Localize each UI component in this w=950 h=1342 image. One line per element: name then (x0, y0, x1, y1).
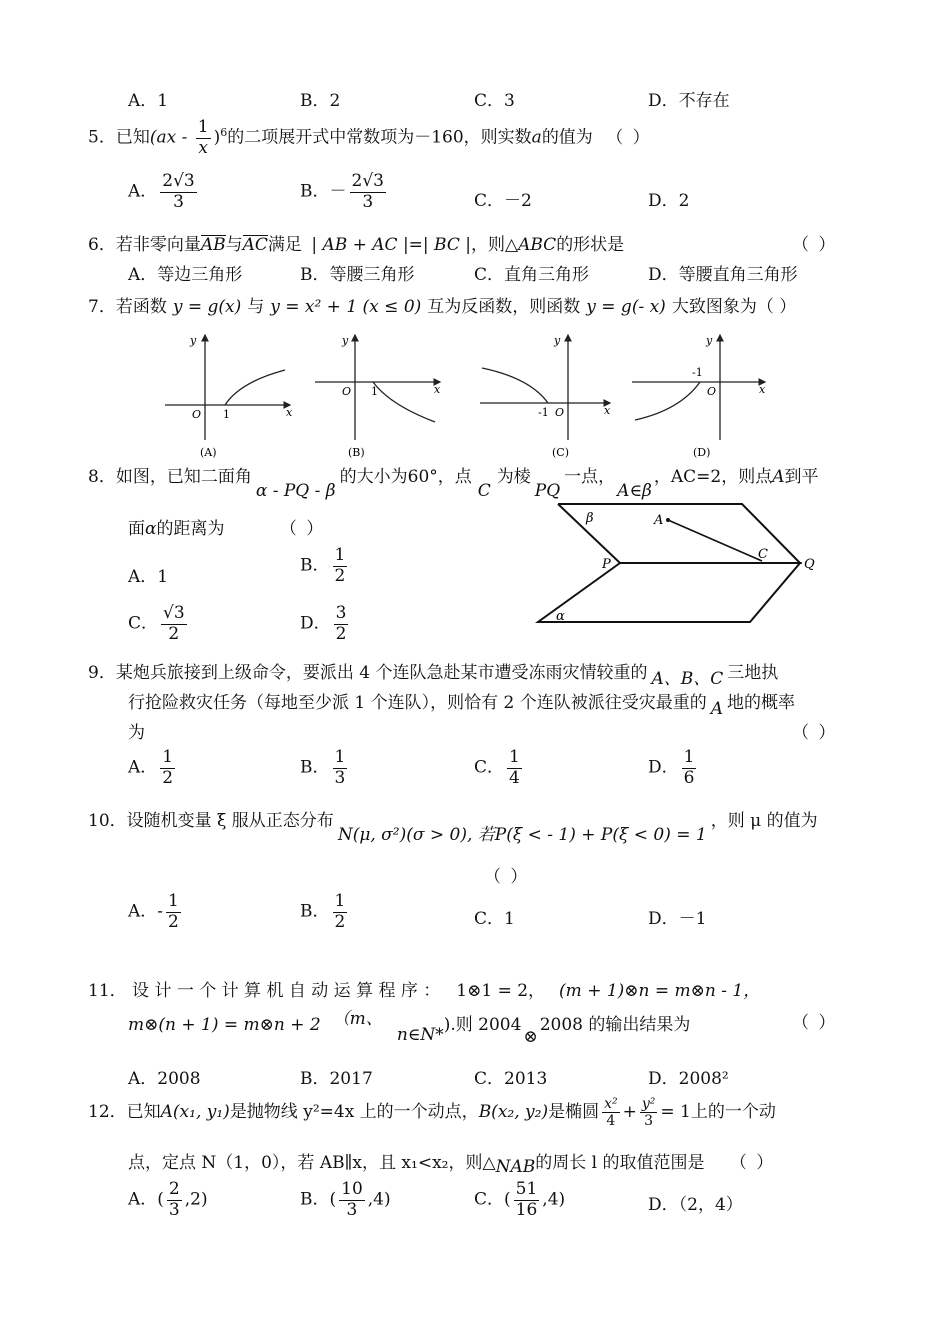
q7-graph-d (632, 334, 766, 458)
q8-option-c: C． $\frac{√3}{2}$ (128, 603, 185, 644)
svg-text:Q: Q (804, 557, 815, 572)
q10-option-b: B． $\frac{1}{2}$ (300, 891, 346, 932)
svg-text:y: y (706, 334, 713, 347)
q12-stem-line1: 12．已知A(x₁, y₁)是抛物线 y²=4x 上的一个动点，B(x₂, y₂)是椭圆 $\frac{\text{x²}}{4}$ + $\frac{\text{y²}}{3}$ = 1上的一个动 (88, 1096, 776, 1130)
q11-rule-1: 1⊗1 = 2， (456, 981, 546, 1001)
q6-option-d: D．等腰直角三角形 (648, 265, 798, 285)
q9-stem-line3: 为 (128, 723, 145, 743)
q8-answer-paren: （ ） (279, 519, 326, 539)
svg-text:y: y (554, 334, 561, 347)
q12-answer-paren: （ ） (729, 1153, 776, 1173)
svg-text:O: O (707, 385, 717, 398)
q8-option-b: B． $\frac{1}{2}$ (300, 545, 346, 586)
q5-expr: (ax - (149, 127, 193, 148)
q9-answer-paren: （ ） (792, 723, 838, 743)
q5-option-c: C．－2 (474, 191, 532, 211)
q11-option-d: D．2008² (648, 1069, 729, 1089)
q11-stem-line1: 11． 设 计 一 个 计 算 机 自 动 运 算 程 序 ： 1⊗1 = 2， (m + 1)⊗n = m⊗n - 1， (88, 981, 761, 1001)
q5-exponent: 6 (220, 125, 228, 139)
q5-option-b: B．－ $\frac{2√3}{3}$ (300, 171, 384, 212)
q7-graph-a-label: (A) (200, 446, 217, 458)
q4-option-c: C．3 (474, 91, 515, 111)
q10-option-c: C．1 (474, 909, 515, 929)
q11-stem-line2: m⊗(n + 1) = m⊗n + 2 （m、n∈N*).则 2004⊗2008 的输出结果为 (128, 1009, 691, 1047)
q7-function-3: y = g(- x) (586, 297, 666, 317)
q9-option-b: B． $\frac{1}{3}$ (300, 747, 346, 788)
q7-stem: 7．若函数 y = g(x) 与 y = x² + 1 (x ≤ 0) 互为反函数，则函数 y = g(- x) 大致图象为（ ） (88, 297, 797, 317)
q10-answer-paren: （ ） (484, 867, 530, 887)
q6-condition: | AB + AC |=| BC | (311, 235, 472, 255)
q8-option-d: D． $\frac{3}{2}$ (300, 603, 347, 644)
q11-option-c: C．2013 (474, 1069, 548, 1089)
q6-vector-ab: AB (200, 235, 226, 255)
q10-formula: N(μ, σ²)(σ > 0), 若P(ξ < - 1) + P(ξ < 0) = 1 (337, 825, 707, 845)
q8-figure (530, 498, 830, 628)
svg-text:β: β (586, 511, 594, 526)
q7-graph-c (480, 334, 611, 458)
svg-text:C: C (758, 547, 768, 562)
svg-text:P: P (602, 557, 611, 572)
q7-function-1: y = g(x) (172, 297, 242, 317)
svg-text:α: α (556, 609, 565, 624)
q10-option-a: A．- $\frac{1}{2}$ (128, 891, 179, 932)
q5-option-d: D．2 (648, 191, 690, 211)
q11-answer-paren: （ ） (792, 1013, 838, 1033)
q8-stem: 8．如图，已知二面角α - PQ - β的大小为60°，点C为棱PQ一点，A∈β，AC=2，则点A到平 (88, 467, 819, 501)
q8-dihedral-angle: α - PQ - β (255, 481, 336, 501)
q12-option-d: D．（2，4） (648, 1195, 743, 1215)
q9-option-a: A． $\frac{1}{2}$ (128, 747, 174, 788)
q10-option-d: D．－1 (648, 909, 707, 929)
q7-graph-b-label: (B) (348, 446, 365, 458)
q11-rule-3: m⊗(n + 1) = m⊗n + 2 (128, 1015, 321, 1035)
q6-vector-ac: AC (242, 235, 268, 255)
q11-rule-2: (m + 1)⊗n = m⊗n - 1， (559, 981, 761, 1001)
q6-option-c: C．直角三角形 (474, 265, 590, 285)
q4-option-a: A．1 (128, 91, 169, 111)
q9-stem-line2: 行抢险救灾任务（每地至少派 1 个连队），则恰有 2 个连队被派往受灾最重的 A 地的概率 (128, 693, 796, 719)
svg-text:1: 1 (371, 385, 378, 398)
svg-text:x: x (604, 404, 611, 417)
q5-option-a: A． $\frac{2√3}{3}$ (128, 171, 195, 212)
q12-option-a: A．( $\frac{2}{3}$ ,2) (128, 1179, 208, 1220)
q11-option-a: A．2008 (128, 1069, 201, 1089)
q9-option-d: D． $\frac{1}{6}$ (648, 747, 695, 788)
svg-text:x: x (759, 383, 766, 396)
svg-text:-1: -1 (692, 366, 703, 379)
q5-number: 5．已知 (88, 127, 150, 148)
q12-option-c: C．( $\frac{51}{16}$ ,4) (474, 1179, 566, 1220)
q8-stem-line2: 面α的距离为 （ ） (128, 519, 326, 539)
q6-option-a: A．等边三角形 (128, 265, 243, 285)
q7-function-2: y = x² + 1 (x ≤ 0) (270, 297, 422, 317)
q6-stem: 6．若非零向量AB与AC满足 | AB + AC |=| BC |，则△ABC的形状是 (88, 235, 625, 255)
q5-stem: 5．已知(ax - $\frac{1}{x}$ )$^6$的二项展开式中常数项为－160，则实数a的值为 （ ） (88, 117, 652, 158)
q5-answer-paren: （ ） (606, 127, 652, 148)
q7-graphs (150, 330, 790, 458)
q7-graph-d-label: (D) (693, 446, 711, 458)
q10-stem: 10．设随机变量 ξ 服从正态分布N(μ, σ²)(σ > 0), 若P(ξ < - 1) + P(ξ < 0) = 1，则 μ 的值为 (88, 811, 818, 845)
svg-text:O: O (192, 408, 202, 421)
svg-text:O: O (342, 385, 352, 398)
q12-stem-line2: 点，定点 N（1，0），若 AB∥x，且 x₁<x₂，则△NAB的周长 l 的取值范围是 （ ） (128, 1153, 776, 1177)
q7-graph-b (315, 334, 441, 458)
q7-graph-a (165, 334, 293, 458)
svg-text:A: A (654, 513, 664, 528)
q11-option-b: B．2017 (300, 1069, 373, 1089)
q7-graph-c-label: (C) (552, 446, 569, 458)
svg-text:-1: -1 (538, 406, 549, 419)
q5-fraction: $\frac{1}{x}$ (197, 117, 209, 158)
svg-text:1: 1 (223, 408, 230, 421)
q4-option-b: B．2 (300, 91, 341, 111)
svg-text:y: y (190, 334, 197, 347)
q12-option-b: B．( $\frac{10}{3}$ ,4) (300, 1179, 391, 1220)
svg-text:x: x (434, 383, 441, 396)
q6-answer-paren: （ ） (792, 235, 838, 255)
q4-option-d: D．不存在 (648, 91, 730, 111)
svg-text:x: x (286, 406, 293, 419)
q9-stem-line1: 9．某炮兵旅接到上级命令，要派出 4 个连队急赴某市遭受冻雨灾情较重的 A、B、C 三地执 (88, 663, 779, 689)
q6-option-b: B．等腰三角形 (300, 265, 415, 285)
q8-option-a: A．1 (128, 567, 169, 587)
svg-text:O: O (555, 406, 565, 419)
svg-text:y: y (342, 334, 349, 347)
q9-option-c: C． $\frac{1}{4}$ (474, 747, 520, 788)
